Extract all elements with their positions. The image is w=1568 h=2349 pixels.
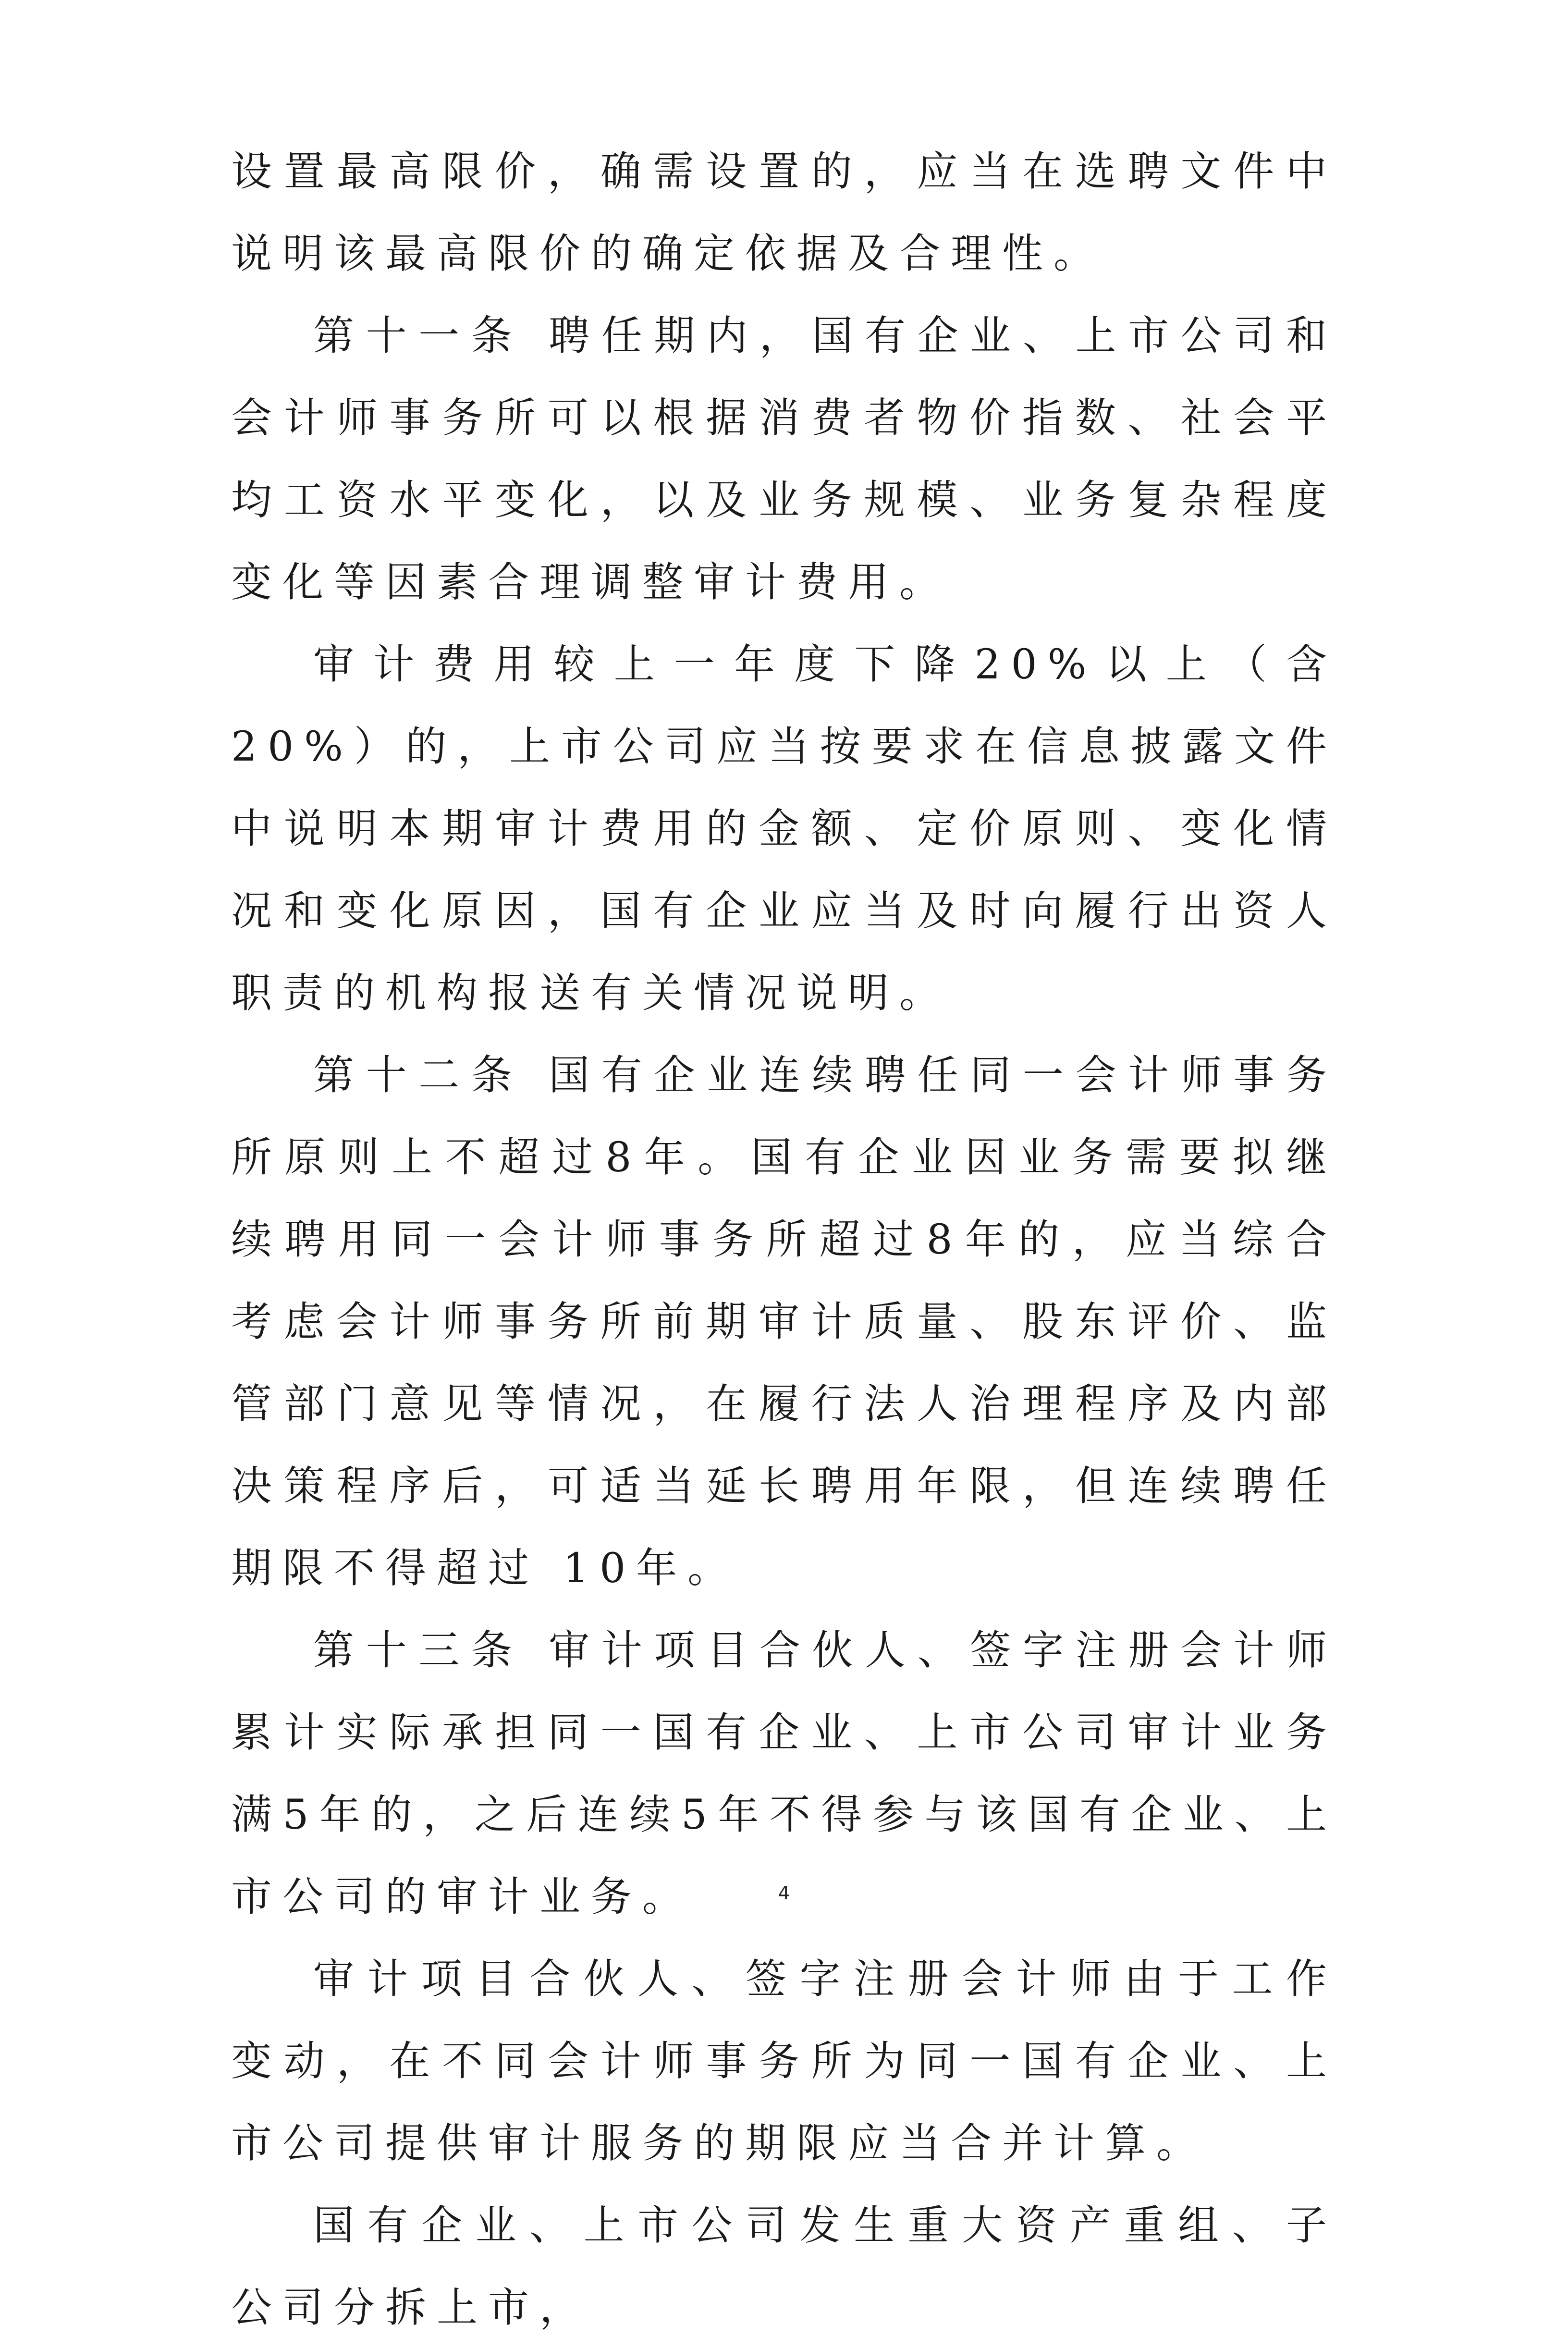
body-text — [231, 131, 1337, 2349]
paragraph-restructuring: 国有企业、上市公司发生重大资产重组、子公司分拆上市， — [231, 2202, 1337, 2332]
paragraph-combined-period: 审计项目合伙人、签字注册会计师由于工作变动，在不同会计师事务所为同一国有企业、上市公司提供审计服务的期限应当合并计算。 — [231, 1955, 1337, 2167]
paragraph-article-11: 第十一条 聘任期内，国有企业、上市公司和会计师事务所可以根据消费者物价指数、社会平均工资水平变化，以及业务规模、业务复杂程度变化等因素合理调整审计费用。 — [231, 312, 1337, 606]
page-number: 4 — [778, 1882, 790, 1904]
paragraph-article-12: 第十二条 国有企业连续聘任同一会计师事务所原则上不超过8年。国有企业因业务需要拟继续聘用同一会计师事务所超过8年的，应当综合考虑会计师事务所前期审计质量、股东评价、监管部门意见等情况，在履行法人治理程序及内部决策程序后，可适当延长聘用年限，但连续聘任期限不得超过 10年。 — [231, 1052, 1337, 1592]
paragraph-article-13: 第十三条 审计项目合伙人、签字注册会计师累计实际承担同一国有企业、上市公司审计业务满5年的，之后连续5年不得参与该国有企业、上市公司的审计业务。 — [231, 1627, 1337, 1921]
paragraph-audit-fee-decrease: 审计费用较上一年度下降20%以上（含20%）的，上市公司应当按要求在信息披露文件中说明本期审计费用的金额、定价原则、变化情况和变化原因，国有企业应当及时向履行出资人职责的机构报送有关情况说明。 — [231, 641, 1337, 1017]
paragraph-1: 设置最高限价，确需设置的，应当在选聘文件中说明该最高限价的确定依据及合理性。 — [231, 148, 1337, 278]
